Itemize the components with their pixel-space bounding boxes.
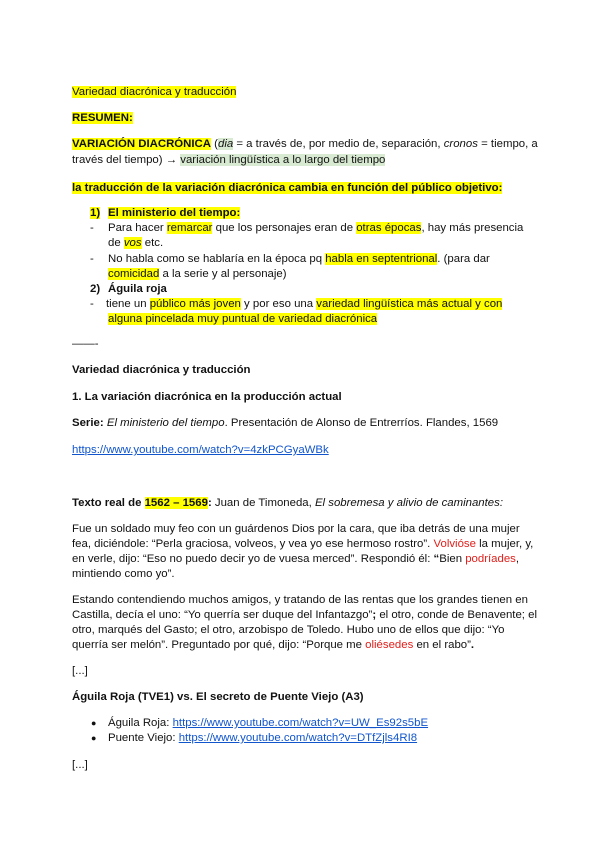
text-run: la mujer, y, — [475, 538, 534, 550]
highlight-variedad-actual: variedad lingüística más actual y con — [316, 298, 503, 310]
p2-line1: Estando contendiendo muchos amigos, y tratando de las rentas que los grandes tienen en — [72, 594, 528, 606]
bullet-dash: - — [90, 253, 94, 265]
highlight-septentrional: habla en septentrional — [325, 253, 438, 265]
item1-bullet1-line1 — [108, 220, 523, 236]
text-run: No habla como se hablaría en la época pq — [108, 253, 326, 265]
separator: ——- — [72, 338, 99, 350]
texto-real-work: El sobremesa y alivio de caminantes: — [314, 497, 503, 509]
link-item-puente — [108, 730, 417, 746]
bullet-dot-icon: ● — [91, 718, 97, 728]
texto-real-author: Juan de Timoneda, — [211, 497, 315, 509]
subsection-title — [72, 389, 532, 405]
p1-line4: mintiendo como yo”. — [72, 568, 175, 580]
texto-real-years: 1562 – 1569 — [144, 497, 208, 509]
highlight-remarcar: remarcar — [166, 222, 213, 234]
paren-text: ( — [211, 138, 218, 150]
p2-line4 — [72, 637, 532, 653]
serie-work: El ministerio del tiempo — [106, 417, 225, 429]
cronos-definition: = tiempo, a — [477, 138, 538, 150]
item2-num: 2) — [90, 283, 101, 295]
serie-youtube-link[interactable]: https://www.youtube.com/watch?v=4zkPCGyaWBk — [72, 444, 329, 456]
section-title — [72, 362, 532, 378]
text-run: querría ser melón”. Preguntado por qué, dijo: “Porque me — [72, 639, 366, 651]
aguila-heading — [72, 689, 532, 705]
p1-line2 — [72, 536, 532, 552]
texto-real-colon: : — [207, 497, 212, 509]
subsection-text: 1. La variación diacrónica en la producción actual — [72, 391, 342, 403]
puente-youtube-link[interactable]: https://www.youtube.com/watch?v=DTfZjls4RI8 — [178, 732, 418, 744]
text-run: y por eso una — [240, 298, 317, 310]
serie-line — [72, 415, 532, 431]
p2-line2 — [72, 607, 538, 623]
text-run: en el rabo” — [413, 639, 471, 651]
texto-real-label: Texto real de — [72, 497, 145, 509]
text-run: el otro, conde de Benavente; el — [376, 609, 538, 621]
text-run: etc. — [141, 237, 164, 249]
item1-number — [90, 205, 100, 221]
serie-rest: . Presentación de Alonso de Entrerríos. Flandes, 1569 — [224, 417, 499, 429]
ellipsis-1: [...] — [72, 665, 88, 677]
item2-title-text: Águila roja — [108, 283, 167, 295]
item2-number — [90, 281, 100, 297]
variacion-definition-highlight: variación lingüística a lo largo del tiempo — [180, 154, 386, 166]
item2-title — [108, 281, 167, 297]
item1-title — [108, 205, 240, 221]
variacion-term: VARIACIÓN DIACRÓNICA — [72, 138, 212, 150]
p1-line1: Fue un soldado muy feo con un guárdenos Dios por la cara, que iba detrás de una mujer — [72, 523, 520, 535]
text-run: que los personajes eran de — [212, 222, 357, 234]
item2-line2 — [108, 311, 377, 327]
highlight-comicidad: comicidad — [108, 268, 160, 280]
bullet-dot-icon: ● — [91, 733, 97, 743]
text-run: en verle, dijo: “Eso no puedo decir yo de vuesa merced”. Respondió él: — [72, 553, 434, 565]
item1-num: 1) — [90, 207, 101, 219]
aguila-heading-text: Águila Roja (TVE1) vs. El secreto de Puente Viejo (A3) — [72, 691, 364, 703]
text-run: Para hacer — [108, 222, 167, 234]
variacion-line-2 — [72, 152, 532, 168]
bold-semicolon: ; — [372, 609, 377, 621]
bold-period: . — [470, 639, 475, 651]
publico-heading-text: la traducción de la variación diacrónica cambia en función del público objetivo: — [72, 182, 503, 194]
text-run: Bien — [439, 553, 466, 565]
link-label-aguila: Águila Roja: — [108, 717, 173, 729]
text-run: tiene un — [106, 298, 150, 310]
text-run: , — [515, 553, 520, 565]
ellipsis-2: [...] — [72, 759, 88, 771]
bullet-dash: - — [90, 298, 94, 310]
item1-bullet1-line2 — [108, 235, 163, 251]
p1-line3 — [72, 551, 532, 567]
text-run: de — [108, 237, 124, 249]
text-run: . (para dar — [437, 253, 490, 265]
highlight-otras-epocas: otras épocas — [356, 222, 422, 234]
section-title-text: Variedad diacrónica y traducción — [72, 364, 251, 376]
title-line — [72, 84, 532, 100]
bullet-dash: - — [90, 222, 94, 234]
highlight-pincelada: alguna pincelada muy puntual de variedad diacrónica — [108, 313, 378, 325]
resumen-label: RESUMEN: — [72, 112, 133, 124]
variacion-line-1 — [72, 136, 538, 152]
aguila-youtube-link[interactable]: https://www.youtube.com/watch?v=UW_Es92s5bE — [172, 717, 429, 729]
highlight-publico-joven: público más joven — [149, 298, 241, 310]
publico-heading — [72, 180, 532, 196]
highlight-vos: vos — [123, 237, 142, 249]
red-word-oliesedes: oliésedes — [365, 639, 414, 651]
text-run: Castilla, decía el uno: “Yo querría ser duque del Infantazgo” — [72, 609, 373, 621]
bold-quote: “ — [433, 553, 440, 565]
link-item-aguila — [108, 715, 428, 731]
item1-bullet2-line1 — [108, 251, 490, 267]
text-run: a la serie y al personaje) — [159, 268, 287, 280]
dia-term: dia — [217, 138, 234, 150]
variacion-line2-text: través del tiempo) → — [72, 154, 181, 166]
link-label-puente: Puente Viejo: — [108, 732, 179, 744]
item1-title-text: El ministerio del tiempo: — [108, 207, 241, 219]
text-run: fea, diciéndole: “Perla graciosa, volveos, y vea yo ese hermoso rostro”. — [72, 538, 434, 550]
resumen-heading — [72, 110, 532, 126]
texto-real-line — [72, 495, 532, 511]
item1-bullet2-line2 — [108, 266, 287, 282]
red-word-podriades: podríades — [465, 553, 516, 565]
serie-link-line — [72, 442, 532, 458]
serie-label: Serie: — [72, 417, 104, 429]
red-word-volviose: Volvióse — [433, 538, 476, 550]
item2-line1 — [106, 296, 502, 312]
text-run: , hay más presencia — [421, 222, 524, 234]
p2-line3: otro, marqués del Gasto; el otro, arzobispo de Toledo. Hubo uno de ellos que dijo: “Yo — [72, 624, 505, 636]
dia-definition: = a través de, por medio de, separación, — [233, 138, 444, 150]
title-highlight: Variedad diacrónica y traducción — [72, 86, 237, 98]
cronos-term: cronos — [443, 138, 478, 150]
